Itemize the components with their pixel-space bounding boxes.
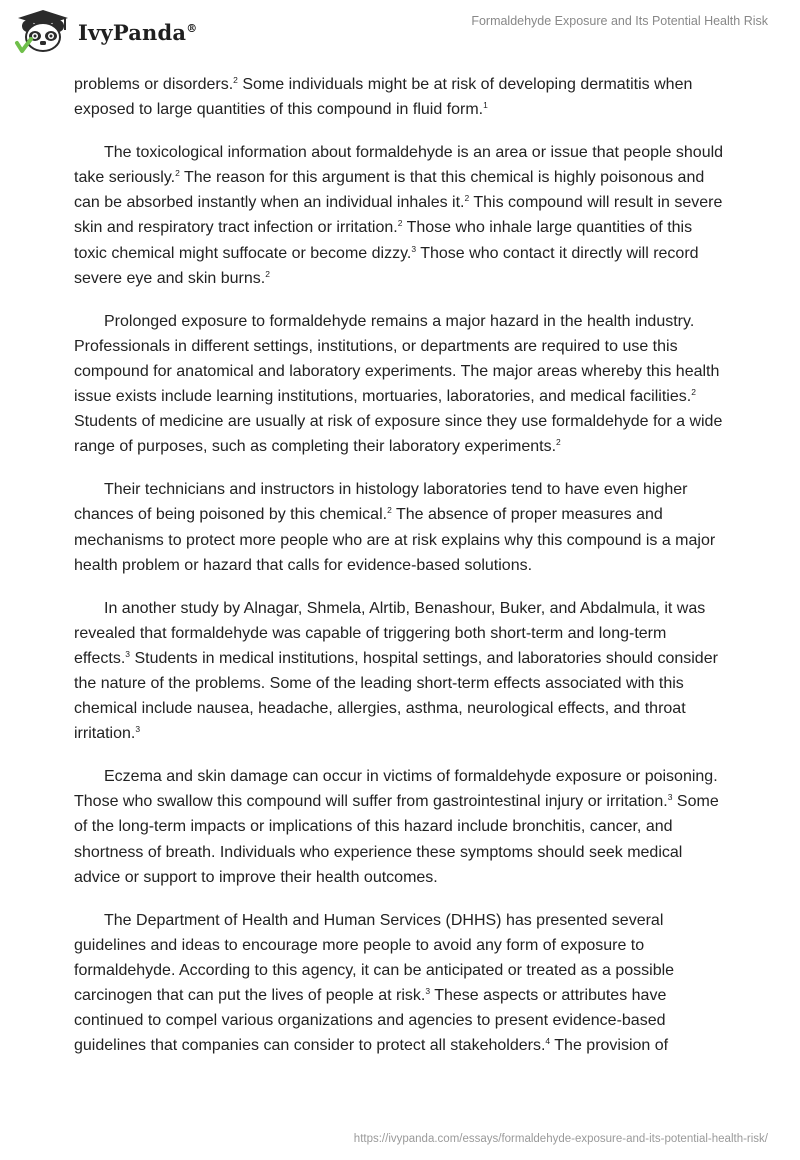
text-run: This compound will result in severe skin and respiratory tract infection or irritation. [74, 194, 723, 237]
citation-number: 3 [667, 792, 673, 803]
text-run: Some of the long-term impacts or implications of this hazard include bronchitis, cancer, and shortness of breath. Individuals who experience these symptoms should seek medical advice or support to improve their health outcomes. [74, 793, 719, 886]
text-run: Those who inhale large quantities of this toxic chemical might suffocate or become dizzy. [74, 219, 693, 262]
citation-number: 3 [425, 986, 431, 996]
paragraph [74, 140, 724, 291]
text-run: problems or disorders. [74, 76, 234, 93]
document-title: Formaldehyde Exposure and Its Potential Health Risk [471, 14, 768, 28]
citation-number: 2 [691, 387, 696, 398]
citation-number: 2 [556, 437, 561, 448]
citation-number: 2 [265, 268, 270, 279]
page-header [0, 0, 800, 64]
text-run: The Department of Health and Human Services (DHHS) has presented several guidelines and ideas to encourage more people to avoid any form of exposure to formaldehyde. According to this agency, it can be anticipated or treated as a possible carcinogen that can put the lives of people at risk. [74, 911, 675, 1004]
text-run: Some individuals might be at risk of developing dermatitis when exposed to large quantities of this compound in fluid form. [74, 76, 693, 119]
citation-number: 3 [135, 724, 141, 735]
citation-number: 1 [483, 100, 488, 111]
citation-number: 2 [233, 75, 238, 85]
citation-number: 2 [175, 168, 180, 179]
text-run: Students in medical institutions, hospital settings, and laboratories should consider the nature of the problems. Some of the leading short-term effects associated with this chemical include nausea, headache, allergies, asthma, neurological effects, and throat irritation. [74, 649, 718, 743]
ivypanda-logo[interactable] [14, 8, 197, 56]
citation-number: 2 [397, 218, 403, 229]
text-run: The absence of proper measures and mechanisms to protect more people who are at risk explains why this compound is a major health problem or hazard that calls for evidence-based solutions. [74, 506, 716, 574]
paragraph [74, 764, 724, 889]
citation-number: 4 [545, 1036, 551, 1047]
text-run: Their technicians and instructors in histology laboratories tend to have even higher chances of being poisoned by this chemical. [74, 481, 688, 524]
paragraph [74, 477, 724, 577]
paragraph [74, 72, 724, 122]
text-run: Prolonged exposure to formaldehyde remains a major hazard in the health industry. Professionals in different settings, institutions, or departments are required to use this compound for anatomical and laboratory experiments. The major areas whereby this health issue exists include learning institutions, mortuaries, laboratories, and medical facilities. [74, 312, 720, 406]
paragraph [74, 596, 724, 747]
citation-number: 3 [125, 648, 131, 659]
paragraph [74, 908, 724, 1059]
source-url[interactable]: https://ivypanda.com/essays/formaldehyde-exposure-and-its-potential-health-risk/ [353, 1133, 768, 1145]
brand-name: IvyPanda® [78, 19, 198, 45]
text-run: The provision of [550, 1037, 669, 1055]
text-run: The reason for this argument is that this chemical is highly poisonous and can be absorbed instantly when an individual inhales it. [74, 169, 705, 212]
citation-number: 3 [411, 243, 417, 254]
registered-mark: ® [186, 21, 198, 35]
text-run: The toxicological information about formaldehyde is an area or issue that people should take seriously. [74, 144, 724, 187]
essay-body [74, 72, 724, 1076]
paragraph [74, 309, 724, 460]
text-run: Students of medicine are usually at risk of exposure since they use formaldehyde for a wide range of purposes, such as completing their laboratory experiments. [74, 413, 723, 456]
text-run: These aspects or attributes have continued to compel various organizations and agencies to present evidence-based guidelines that companies can consider to protect all stakeholders. [74, 987, 667, 1055]
citation-number: 2 [464, 193, 470, 204]
text-run: In another study by Alnagar, Shmela, Alrtib, Benashour, Buker, and Abdalmula, it was revealed that formaldehyde was capable of triggering both short-term and long-term effects. [74, 599, 706, 667]
citation-number: 2 [387, 505, 392, 516]
panda-graduate-icon [14, 9, 72, 55]
text-run: Eczema and skin damage can occur in victims of formaldehyde exposure or poisoning. Those who swallow this compound will suffer from gastrointestinal injury or irritation. [74, 768, 718, 811]
text-run: Those who contact it directly will record severe eye and skin burns. [74, 244, 699, 287]
